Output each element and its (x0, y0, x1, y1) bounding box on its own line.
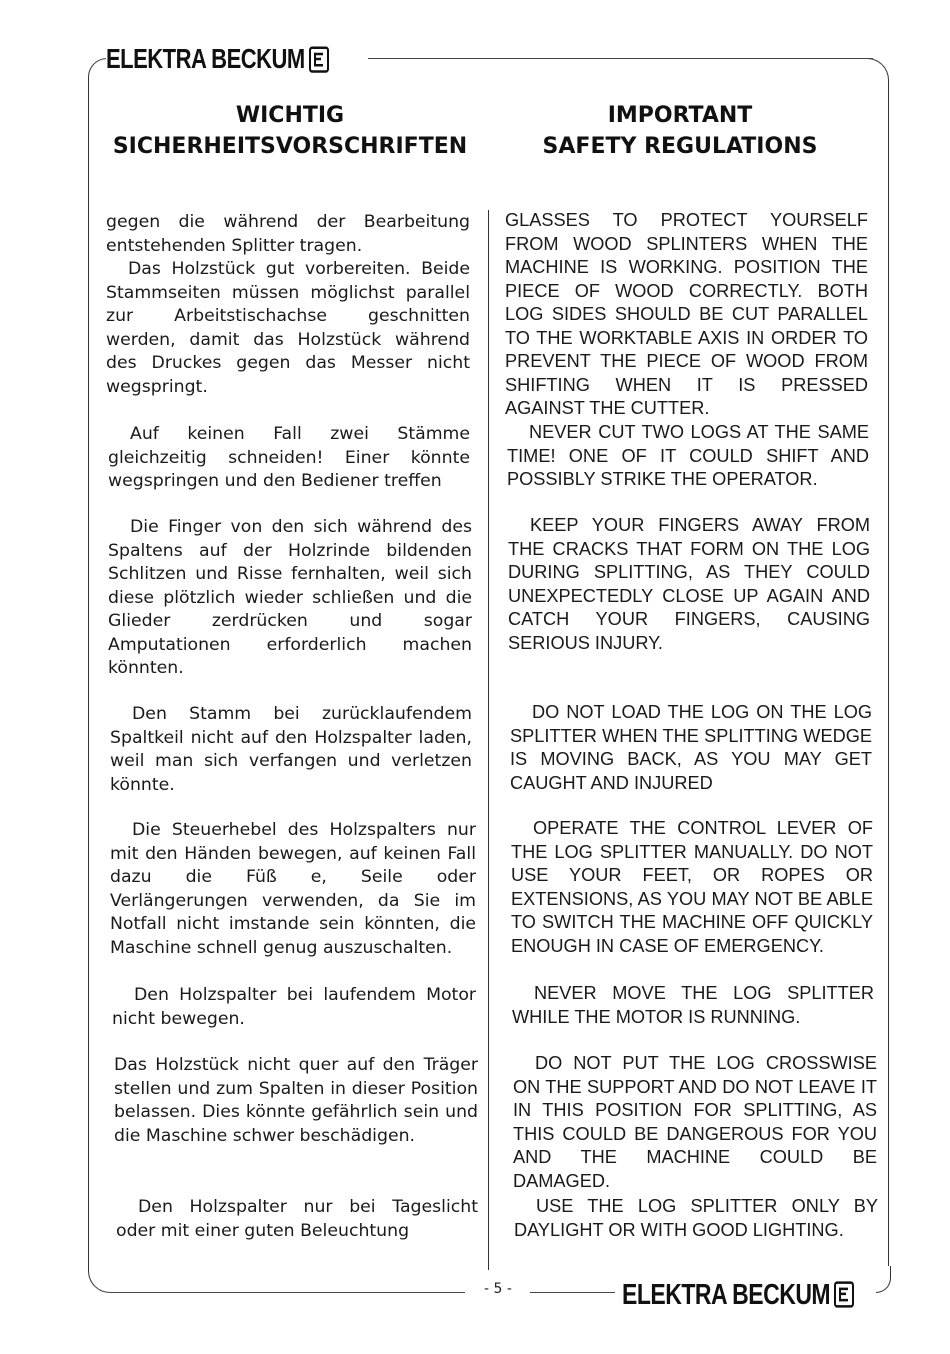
english-paragraph: NEVER CUT TWO LOGS AT THE SAME TIME! ONE OF IT COULD SHIFT AND POSSIBLY STRIKE THE OPERATOR. (507, 422, 869, 489)
german-paragraph: Die Finger von den sich während des Spaltens auf der Holzrinde bildenden Schlitzen und Risse fernhalten, weil sich diese plötzlich wieder schließen und die Glieder zerdrücken und sogar Amputationen erforderlich machen könnten. (108, 517, 472, 678)
german-paragraph: Den Holzspalter nur bei Tageslicht oder mit einer guten Beleuchtung (116, 1197, 478, 1241)
frame-corner (862, 58, 889, 85)
brand-name: ELEKTRA BECKUM (106, 42, 305, 74)
brand-logo-bottom (622, 1278, 856, 1312)
heading-german (100, 100, 480, 162)
german-paragraph: Den Stamm bei zurücklaufendem Spaltkeil nicht auf den Holzspalter laden, weil man sich verfangen und verletzen könnte. (110, 704, 472, 795)
heading-line: SAFETY REGULATIONS (542, 134, 818, 159)
page-number: - 5 - (470, 1281, 526, 1297)
column-divider (488, 210, 489, 1270)
german-paragraph: gegen die während der Bearbeitung entstehenden Splitter tragen. Das Holzstück gut vorbereiten. Beide Stammseiten müssen möglichst parallel zur Arbeitstischachse geschnitten werden, damit das Holzstück während des Druckes gegen das Messer nicht wegspringt. (106, 212, 470, 397)
frame-corner (876, 1266, 891, 1293)
heading-english (490, 100, 870, 162)
english-paragraph: KEEP YOUR FINGERS AWAY FROM THE CRACKS THAT FORM ON THE LOG DURING SPLITTING, AS THEY COULD UNEXPECTEDLY CLOSE UP AGAIN AND CATCH YOUR FINGERS, CAUSING SERIOUS INJURY. (508, 515, 870, 653)
frame-left-rule (88, 84, 89, 1266)
english-paragraph: GLASSES TO PROTECT YOURSELF FROM WOOD SPLINTERS WHEN THE MACHINE IS WORKING. POSITION THE PIECE OF WOOD CORRECTLY. BOTH LOG SIDES SHOULD BE CUT PARALLEL TO THE WORKTABLE AXIS IN ORDER TO PREVENT THE PIECE OF WOOD FROM SHIFTING WHEN IT IS PRESSED AGAINST THE CUTTER. (505, 210, 868, 418)
german-paragraph: Den Holzspalter bei laufendem Motor nicht bewegen. (112, 985, 476, 1029)
frame-bottom-rule (530, 1292, 615, 1293)
frame-corner (88, 1266, 113, 1293)
heading-line: SICHERHEITSVORSCHRIFTEN (112, 134, 468, 159)
english-paragraph: DO NOT PUT THE LOG CROSSWISE ON THE SUPPORT AND DO NOT LEAVE IT IN THIS POSITION FOR SPLITTING, AS THIS COULD BE DANGEROUS FOR YOU AND THE MACHINE COULD BE DAMAGED. (513, 1053, 877, 1191)
e-logo-icon (309, 46, 329, 72)
german-paragraph: Auf keinen Fall zwei Stämme gleichzeitig schneiden! Einer könnte wegspringen und den Bediener treffen (108, 424, 470, 491)
frame-corner (88, 58, 107, 85)
brand-logo-top (106, 43, 333, 76)
german-paragraph: Das Holzstück nicht quer auf den Träger stellen und zum Spalten in dieser Position belassen. Dies könnte gefährlich sein und die Maschine schwer beschädigen. (114, 1055, 478, 1146)
heading-line: IMPORTANT (607, 103, 753, 128)
english-paragraph: NEVER MOVE THE LOG SPLITTER WHILE THE MOTOR IS RUNNING. (512, 983, 874, 1027)
frame-bottom-rule (110, 1292, 465, 1293)
frame-top-rule (368, 58, 873, 59)
frame-right-rule (888, 84, 889, 1266)
english-paragraph: DO NOT LOAD THE LOG ON THE LOG SPLITTER WHEN THE SPLITTING WEDGE IS MOVING BACK, AS YOU MAY GET CAUGHT AND INJURED (510, 702, 872, 793)
english-paragraph: OPERATE THE CONTROL LEVER OF THE LOG SPLITTER MANUALLY. DO NOT USE YOUR FEET, OR ROPES OR EXTENSIONS, AS YOU MAY NOT BE ABLE TO SWITCH THE MACHINE OFF QUICKLY ENOUGH IN CASE OF EMERGENCY. (511, 818, 873, 956)
e-logo-icon (834, 1281, 854, 1307)
german-paragraph: Die Steuerhebel des Holzspalters nur mit den Händen bewegen, auf keinen Fall dazu die Füß e, Seile oder Verlängerungen verwenden, da Sie im Notfall nicht imstande sein könnten, die Maschine schnell genug auszuschalten. (110, 820, 476, 958)
brand-name: ELEKTRA BECKUM (622, 1277, 831, 1311)
heading-line: WICHTIG (235, 103, 345, 128)
english-paragraph: USE THE LOG SPLITTER ONLY BY DAYLIGHT OR WITH GOOD LIGHTING. (514, 1196, 878, 1240)
